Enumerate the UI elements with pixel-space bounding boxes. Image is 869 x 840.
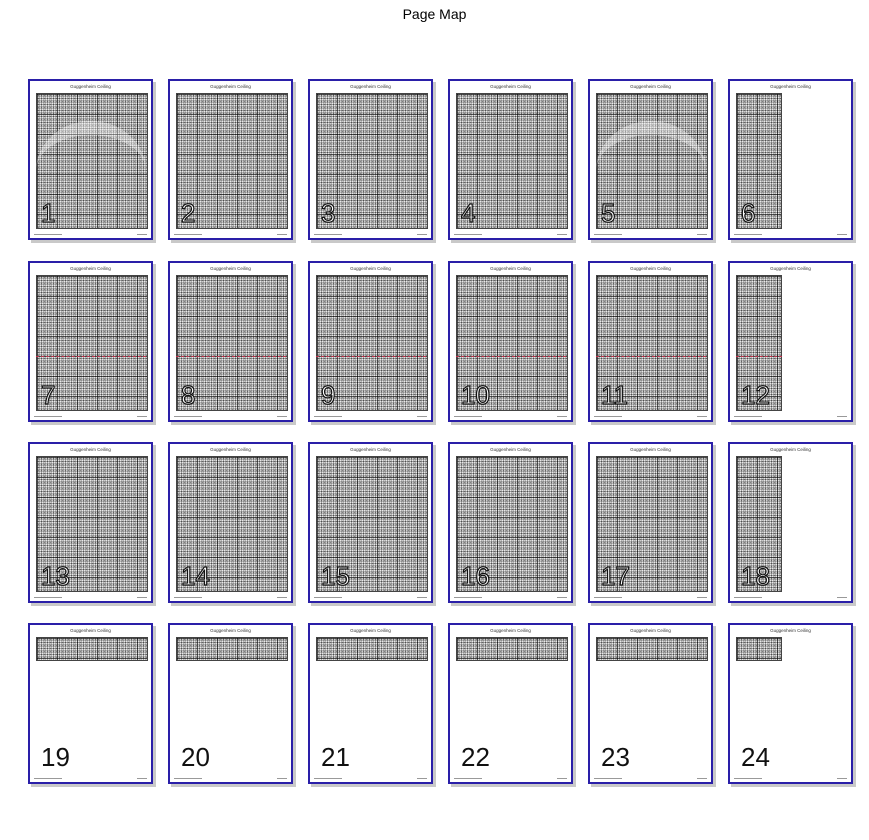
page-number-label: 17 [601, 561, 630, 591]
page-thumbnail-title: Guggenheim Ceiling [490, 447, 531, 452]
page-thumbnail-title: Guggenheim Ceiling [70, 266, 111, 271]
page-thumbnail-title: Guggenheim Ceiling [630, 266, 671, 271]
page-number-label: 21 [321, 742, 350, 772]
page-thumbnail-title: Guggenheim Ceiling [770, 266, 811, 271]
page-number-label: 15 [321, 561, 350, 591]
page-thumbnail-title: Guggenheim Ceiling [630, 447, 671, 452]
page-thumbnail-13[interactable] [28, 442, 153, 603]
page-footer [594, 415, 707, 418]
page-thumbnail-21[interactable] [308, 623, 433, 784]
page-thumbnail-title: Guggenheim Ceiling [70, 84, 111, 89]
page-thumbnail-title: Guggenheim Ceiling [210, 628, 251, 633]
page-thumbnail-23[interactable] [588, 623, 713, 784]
page-thumbnail-title: Guggenheim Ceiling [350, 84, 391, 89]
page-number-label: 24 [741, 742, 770, 772]
page-number-label: 8 [181, 380, 196, 410]
page-number-label: 19 [41, 742, 70, 772]
page-footer [454, 233, 567, 236]
page-footer [594, 596, 707, 599]
page-number-label: 4 [461, 198, 476, 228]
page-thumbnail-6[interactable] [728, 79, 853, 240]
page-thumbnail-title: Guggenheim Ceiling [770, 447, 811, 452]
chart-grid-preview [176, 637, 288, 661]
center-line-marker [596, 356, 706, 357]
page-thumbnail-15[interactable] [308, 442, 433, 603]
page-footer [174, 596, 287, 599]
page-footer [34, 596, 147, 599]
chart-grid-preview [456, 637, 568, 661]
page-thumbnail-title: Guggenheim Ceiling [210, 84, 251, 89]
page-number-label: 10 [461, 380, 490, 410]
page-footer [734, 596, 847, 599]
page-thumbnail-title: Guggenheim Ceiling [630, 84, 671, 89]
page-number-label: 11 [601, 380, 628, 410]
page-number-label: 22 [461, 742, 490, 772]
page-number-label: 16 [461, 561, 490, 591]
page-number-label: 14 [181, 561, 210, 591]
center-line-marker [456, 356, 566, 357]
page-number-label: 13 [41, 561, 70, 591]
chart-grid-preview [316, 637, 428, 661]
page-number-label: 12 [741, 380, 770, 410]
page-footer [174, 415, 287, 418]
page-footer [734, 777, 847, 780]
page-footer [454, 596, 567, 599]
page-number-label: 18 [741, 561, 770, 591]
chart-grid-preview [36, 637, 148, 661]
page-number-label: 9 [321, 380, 336, 410]
page-thumbnail-18[interactable] [728, 442, 853, 603]
page-footer [314, 596, 427, 599]
page-thumbnail-12[interactable] [728, 261, 853, 422]
page-thumbnail-16[interactable] [448, 442, 573, 603]
page-thumbnail-title: Guggenheim Ceiling [70, 628, 111, 633]
chart-grid-preview [736, 637, 782, 661]
page-thumbnail-title: Guggenheim Ceiling [70, 447, 111, 452]
page-thumbnail-title: Guggenheim Ceiling [770, 628, 811, 633]
page-thumbnail-title: Guggenheim Ceiling [350, 266, 391, 271]
page-footer [34, 233, 147, 236]
page-footer [454, 415, 567, 418]
page-footer [734, 233, 847, 236]
page-thumbnail-17[interactable] [588, 442, 713, 603]
page-thumbnail-title: Guggenheim Ceiling [350, 447, 391, 452]
page-thumbnail-title: Guggenheim Ceiling [350, 628, 391, 633]
page-number-label: 7 [41, 380, 56, 410]
page-footer [454, 777, 567, 780]
page-footer [314, 777, 427, 780]
page-footer [34, 777, 147, 780]
page-thumbnail-2[interactable] [168, 79, 293, 240]
page-thumbnail-24[interactable] [728, 623, 853, 784]
page-thumbnail-1[interactable] [28, 79, 153, 240]
page-thumbnail-20[interactable] [168, 623, 293, 784]
page-footer [174, 777, 287, 780]
page-thumbnail-title: Guggenheim Ceiling [210, 447, 251, 452]
page-number-label: 3 [321, 198, 336, 228]
page-thumbnail-22[interactable] [448, 623, 573, 784]
page-footer [594, 777, 707, 780]
page-thumbnail-3[interactable] [308, 79, 433, 240]
page-footer [174, 233, 287, 236]
center-line-marker [36, 356, 146, 357]
center-line-marker [176, 356, 286, 357]
center-line-marker [736, 356, 782, 357]
page-footer [34, 415, 147, 418]
page-thumbnail-11[interactable] [588, 261, 713, 422]
page-thumbnail-title: Guggenheim Ceiling [210, 266, 251, 271]
page-footer [594, 233, 707, 236]
page-thumbnail-title: Guggenheim Ceiling [490, 266, 531, 271]
page-number-label: 1 [41, 198, 56, 228]
page-thumbnail-title: Guggenheim Ceiling [490, 84, 531, 89]
page-thumbnail-9[interactable] [308, 261, 433, 422]
page-footer [734, 415, 847, 418]
page-number-label: 6 [741, 198, 756, 228]
page-number-label: 2 [181, 198, 196, 228]
page-thumbnail-8[interactable] [168, 261, 293, 422]
chart-grid-preview [596, 637, 708, 661]
page-thumbnail-5[interactable] [588, 79, 713, 240]
page-number-label: 23 [601, 742, 630, 772]
page-thumbnail-7[interactable] [28, 261, 153, 422]
page-thumbnail-title: Guggenheim Ceiling [490, 628, 531, 633]
page-thumbnail-title: Guggenheim Ceiling [630, 628, 671, 633]
page-footer [314, 415, 427, 418]
page-thumbnail-4[interactable] [448, 79, 573, 240]
page-number-label: 5 [601, 198, 616, 228]
page-thumbnail-title: Guggenheim Ceiling [770, 84, 811, 89]
page-thumbnail-14[interactable] [168, 442, 293, 603]
page-footer [314, 233, 427, 236]
page-thumbnail-19[interactable] [28, 623, 153, 784]
page-thumbnail-10[interactable] [448, 261, 573, 422]
page-number-label: 20 [181, 742, 210, 772]
page-title: Page Map [402, 6, 467, 22]
center-line-marker [316, 356, 426, 357]
